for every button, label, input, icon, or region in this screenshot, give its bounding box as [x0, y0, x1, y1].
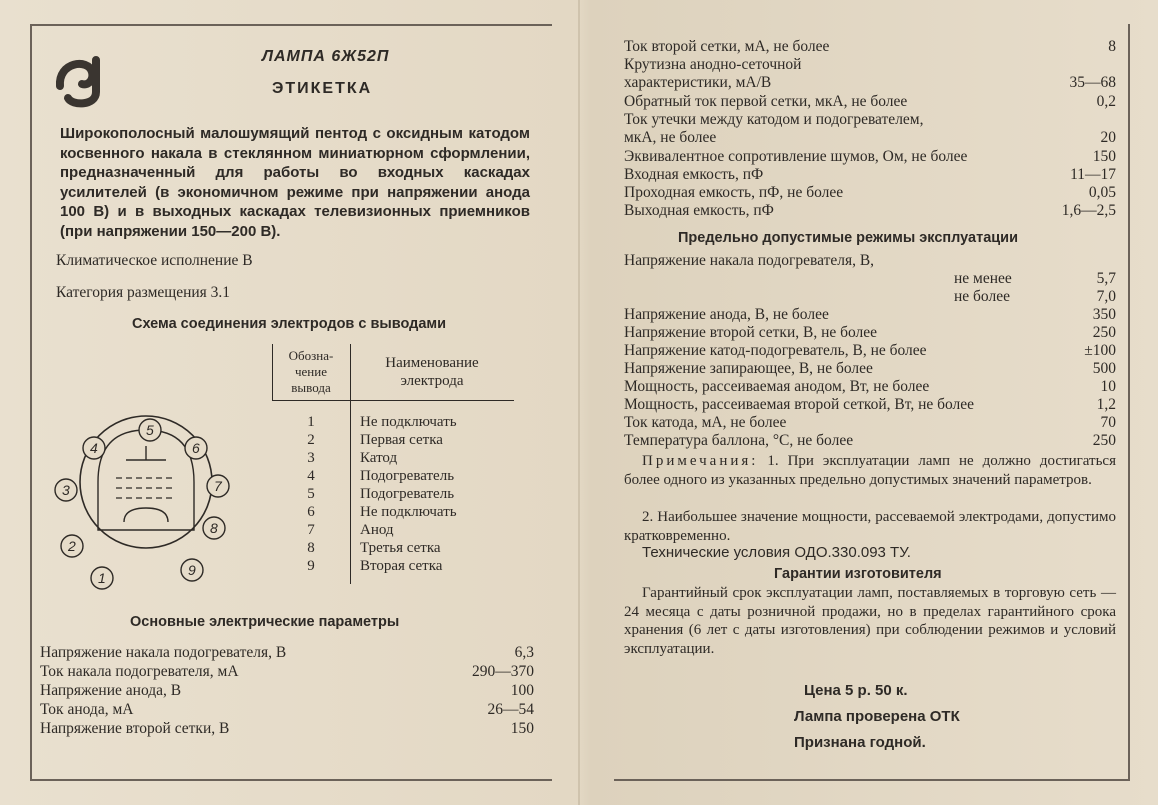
table-row: 1 Не подключать: [307, 414, 457, 430]
note-2-text: 2. Наибольшее значение мощности, рассеваемой электродами, допустимо кратковременно.: [624, 509, 1116, 544]
param-row: Эквивалентное сопротивление шумов, Ом, не более 150: [624, 148, 1116, 165]
pin-2-label: 2: [68, 538, 76, 554]
left-page: [30, 24, 552, 781]
limit-row: Мощность, рассеиваемая анодом, Вт, не более 10: [624, 378, 1116, 395]
right-page: [614, 24, 1130, 781]
param-row: Выходная емкость, пФ 1,6—2,5: [624, 202, 1116, 219]
param-row: Напряжение накала подогревателя, В 6,3: [40, 644, 534, 661]
param-row: Ток утечки между катодом и подогревателем,: [624, 111, 924, 128]
params-title: Основные электрические параметры: [130, 614, 400, 630]
pin-labels: [46, 390, 246, 590]
pin-1-label: 1: [98, 570, 106, 586]
lamp-title: ЛАМПА 6Ж52П: [262, 48, 390, 65]
param-row: мкА, не более 20: [624, 129, 1116, 146]
param-row: Входная емкость, пФ 11—17: [624, 166, 1116, 183]
limit-row: Ток катода, мА, не более 70: [624, 414, 1116, 431]
pin-9-label: 9: [188, 562, 196, 578]
pin-5-label: 5: [146, 422, 154, 438]
param-row: Напряжение второй сетки, В 150: [40, 720, 534, 737]
param-row: Крутизна анодно-сеточной: [624, 56, 802, 73]
param-row: Ток второй сетки, мА, не более 8: [624, 38, 1116, 55]
param-row: Проходная емкость, пФ, не более 0,05: [624, 184, 1116, 201]
notes-heading: Примечания:: [642, 453, 759, 469]
table-row: 3 Катод: [307, 450, 398, 466]
limits-title: Предельно допустимые режимы эксплуатации: [678, 230, 1019, 246]
limit-row: Напряжение второй сетки, В, не более 250: [624, 324, 1116, 341]
table-row: 6 Не подключать: [307, 504, 457, 520]
pin-7-label: 7: [214, 478, 222, 494]
qc-checked: Лампа проверена ОТК: [794, 708, 960, 725]
limit-row: Напряжение анода, В, не более 350: [624, 306, 1116, 323]
schema-title: Схема соединения электродов с выводами: [132, 316, 447, 332]
limit-row: Мощность, рассеиваемая второй сеткой, Вт, не более 1,2: [624, 396, 1116, 413]
limit-row: Напряжение катод-подогреватель, В, не более ±100: [624, 342, 1116, 359]
price: Цена 5 р. 50 к.: [804, 682, 908, 699]
table-row: 9 Вторая сетка: [307, 558, 443, 574]
limits-heater: Напряжение накала подогревателя, В,: [624, 252, 875, 269]
label-heading: ЭТИКЕТКА: [272, 80, 373, 97]
pin-6-label: 6: [192, 440, 200, 456]
param-row: Ток накала подогревателя, мА 290—370: [40, 663, 534, 680]
param-row: характеристики, мА/В 35—68: [624, 74, 1116, 91]
table-row: 5 Подогреватель: [307, 486, 455, 502]
pin-8-label: 8: [210, 520, 218, 536]
pin-4-label: 4: [90, 440, 98, 456]
limit-row-max: не более 7,0: [954, 288, 1116, 305]
warranty-text: Гарантийный срок эксплуатации ламп, поставляемых в торговую сеть — 24 месяца с даты розничной продажи, но в пределах гарантийного срока хранения (6 лет с даты изготовления) при соблюдении режимов и условий эксплуатации.: [624, 585, 1116, 657]
warranty-title: Гарантии изготовителя: [774, 566, 942, 582]
qc-approved: Признана годной.: [794, 734, 926, 751]
limit-row: Температура баллона, °С, не более 250: [624, 432, 1116, 449]
notes-1: [624, 452, 1116, 489]
limit-row: Напряжение запирающее, В, не более 500: [624, 360, 1116, 377]
param-row: Ток анода, мА 26—54: [40, 701, 534, 718]
note-1-text: 1. При эксплуатации ламп не должно достигаться более одного из указанных предельно допустимых значений параметров.: [624, 453, 1116, 488]
limit-row-min: не менее 5,7: [954, 270, 1116, 287]
lamp-description: Широкополосный малошумящий пентод с оксидным катодом косвенного накала в стеклянном миниатюрном сформлении, предназначенный для работы во входных каскадах усилителей (в экономичном режиме при напряжении анода 100 В) и в выходных каскадах телевизионных приемников (при напряжении 150—200 В).: [60, 125, 530, 240]
table-row: 7 Анод: [307, 522, 394, 538]
table-header-electrode: Наименование электрода: [385, 355, 479, 389]
table-row: 4 Подогреватель: [307, 468, 455, 484]
tech-conditions: Технические условия ОДО.330.093 ТУ.: [642, 544, 911, 561]
climate-text: Климатическое исполнение В: [56, 252, 253, 269]
page-fold: [578, 0, 580, 805]
param-row: Напряжение анода, В 100: [40, 682, 534, 699]
table-header-pin: Обозна- чение вывода: [288, 348, 334, 395]
table-row: 2 Первая сетка: [307, 432, 443, 448]
table-row: 8 Третья сетка: [307, 540, 441, 556]
pin-3-label: 3: [62, 482, 70, 498]
param-row: Обратный ток первой сетки, мкА, не более 0,2: [624, 93, 1116, 110]
manufacturer-logo: [52, 48, 116, 112]
category-text: Категория размещения 3.1: [56, 284, 231, 301]
